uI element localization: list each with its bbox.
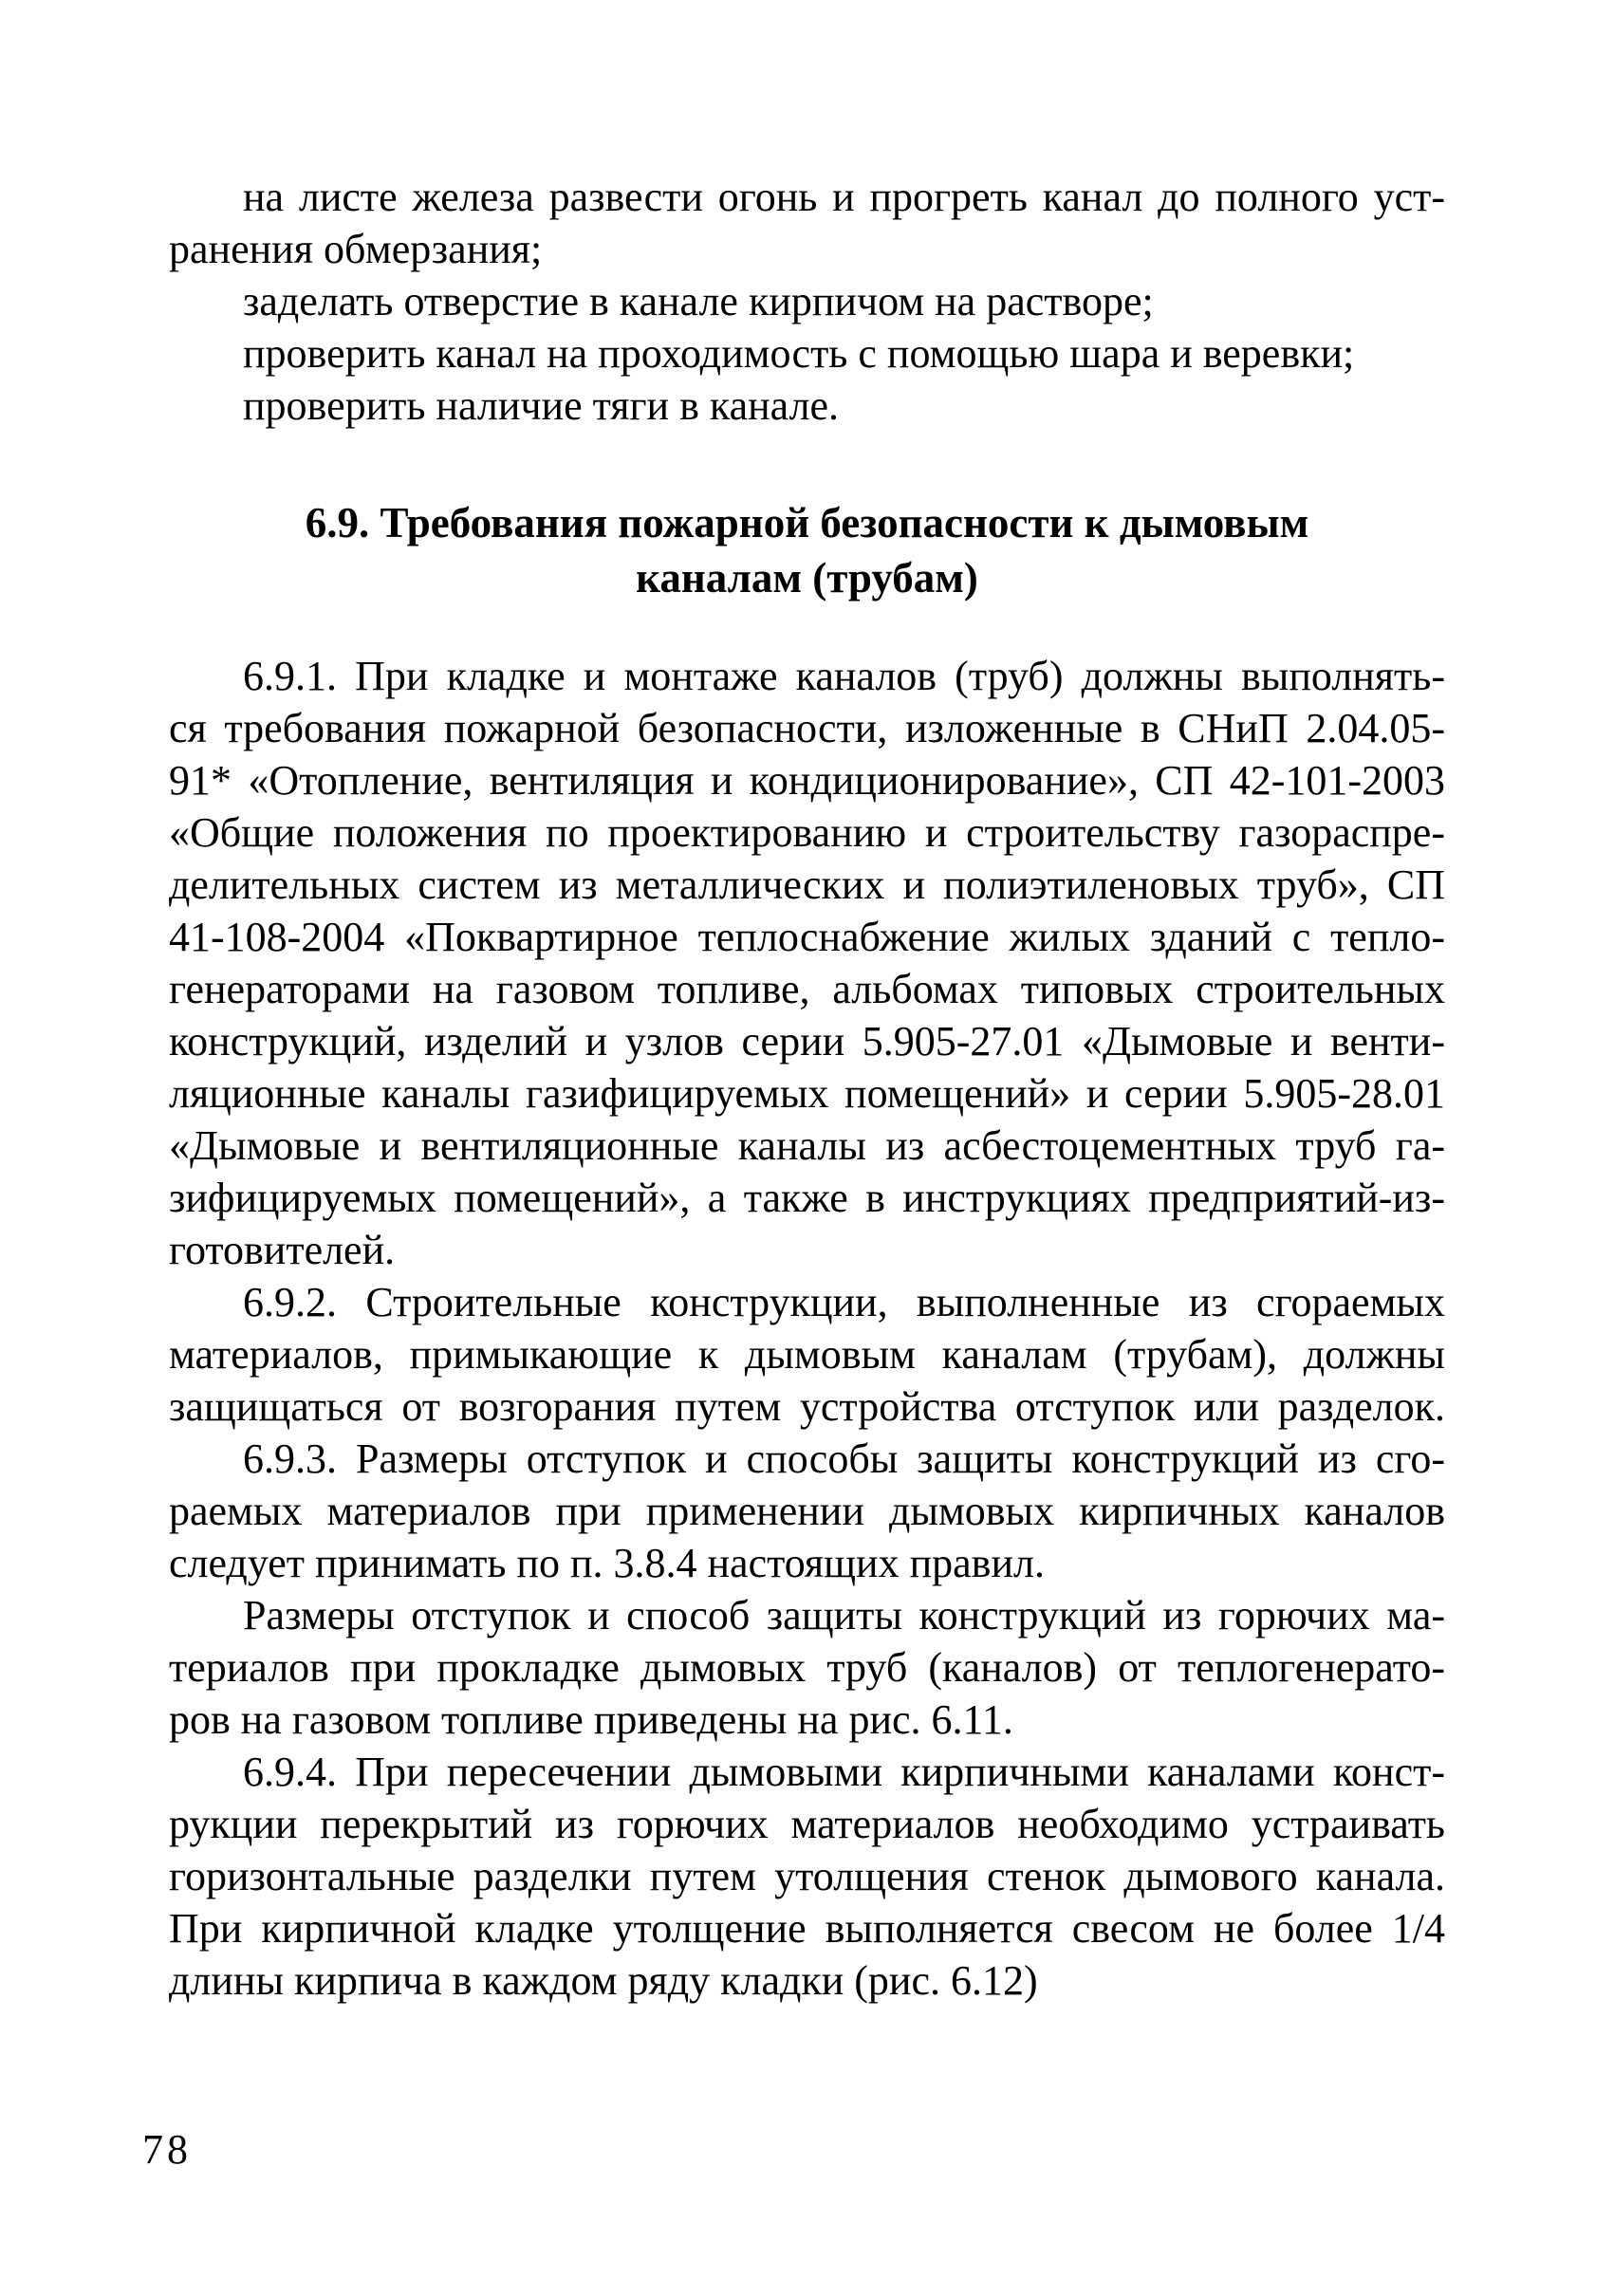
text-line: рукции перекрытий из горючих материалов необходимо устраивать (169, 1801, 1445, 1847)
text-line: следует принимать по п. 3.8.4 настоящих правил. (169, 1540, 1045, 1586)
section-heading-line: 6.9. Требования пожарной безопасности к дымовым (305, 499, 1309, 546)
section-heading-line: каналам (трубам) (636, 554, 978, 602)
top-text-block (169, 171, 1445, 432)
text-line: 91* «Отопление, вентиляция и кондиционирование», СП 42-101-2003 (169, 757, 1445, 804)
text-line: териалов при прокладке дымовых труб (каналов) от теплогенерато- (169, 1644, 1445, 1691)
text-line: «Общие положения по проектированию и строительству газораспре- (169, 809, 1445, 856)
paragraph-6-9-1 (169, 650, 1445, 1276)
body-text-block (169, 650, 1445, 2007)
paragraph-6-9-4 (169, 1746, 1445, 2007)
text-line: готовителей. (169, 1227, 396, 1273)
text-line: защищаться от возгорания путем устройства отступок или разделок. (169, 1383, 1445, 1430)
text-line: на листе железа развести огонь и прогреть канал до полного уст- (243, 174, 1445, 220)
text-line: горизонтальные разделки путем утолщения стенок дымового канала. (169, 1853, 1445, 1899)
text-line: 6.9.4. При пересечении дымовыми кирпичными каналами конст- (243, 1749, 1445, 1795)
text-line: зифицируемых помещений», а также в инструкциях предприятий-из- (169, 1175, 1445, 1221)
text-line: генераторами на газовом топливе, альбомах типовых строительных (169, 966, 1445, 1012)
text-line: Размеры отступок и способ защиты конструкций из горючих ма- (243, 1592, 1445, 1639)
text-line: конструкций, изделий и узлов серии 5.905-27.01 «Дымовые и венти- (169, 1018, 1445, 1065)
list-item: заделать отверстие в канале кирпичом на растворе; (243, 278, 1154, 324)
text-line: ся требования пожарной безопасности, изложенные в СНиП 2.04.05- (169, 705, 1445, 751)
text-line: материалов, примыкающие к дымовым каналам (трубам), должны (169, 1331, 1445, 1378)
page-number: 78 (142, 2126, 192, 2173)
text-line: раемых материалов при применении дымовых кирпичных каналов (169, 1488, 1445, 1534)
text-line: ляционные каналы газифицируемых помещений» и серии 5.905-28.01 (169, 1070, 1445, 1117)
text-line: 6.9.3. Размеры отступок и способы защиты конструкций из сго- (243, 1435, 1445, 1482)
text-line: При кирпичной кладке утолщение выполняется свесом не более 1/4 (169, 1905, 1445, 1952)
text-line: ранения обмерзания; (169, 226, 543, 272)
list-item: проверить наличие тяги в канале. (243, 382, 840, 429)
text-line: делительных систем из металлических и полиэтиленовых труб», СП (169, 861, 1445, 908)
text-line: ров на газовом топливе приведены на рис. 6.11. (169, 1696, 1013, 1743)
text-line: «Дымовые и вентиляционные каналы из асбестоцементных труб га- (169, 1122, 1445, 1169)
list-item: проверить канал на проходимость с помощью шара и веревки; (243, 330, 1355, 377)
paragraph-6-9-3-continued (169, 1589, 1445, 1746)
paragraph-6-9-2 (169, 1276, 1445, 1433)
text-line: 41-108-2004 «Поквартирное теплоснабжение жилых зданий с тепло- (169, 914, 1445, 960)
text-line: 6.9.2. Строительные конструкции, выполненные из сгораемых (243, 1279, 1445, 1325)
text-line: 6.9.1. При кладке и монтаже каналов (труб) должны выполнять- (243, 653, 1445, 699)
paragraph-6-9-3 (169, 1433, 1445, 1589)
text-line: длины кирпича в каждом ряду кладки (рис. 6.12) (169, 1957, 1038, 2004)
section-heading (169, 495, 1445, 605)
